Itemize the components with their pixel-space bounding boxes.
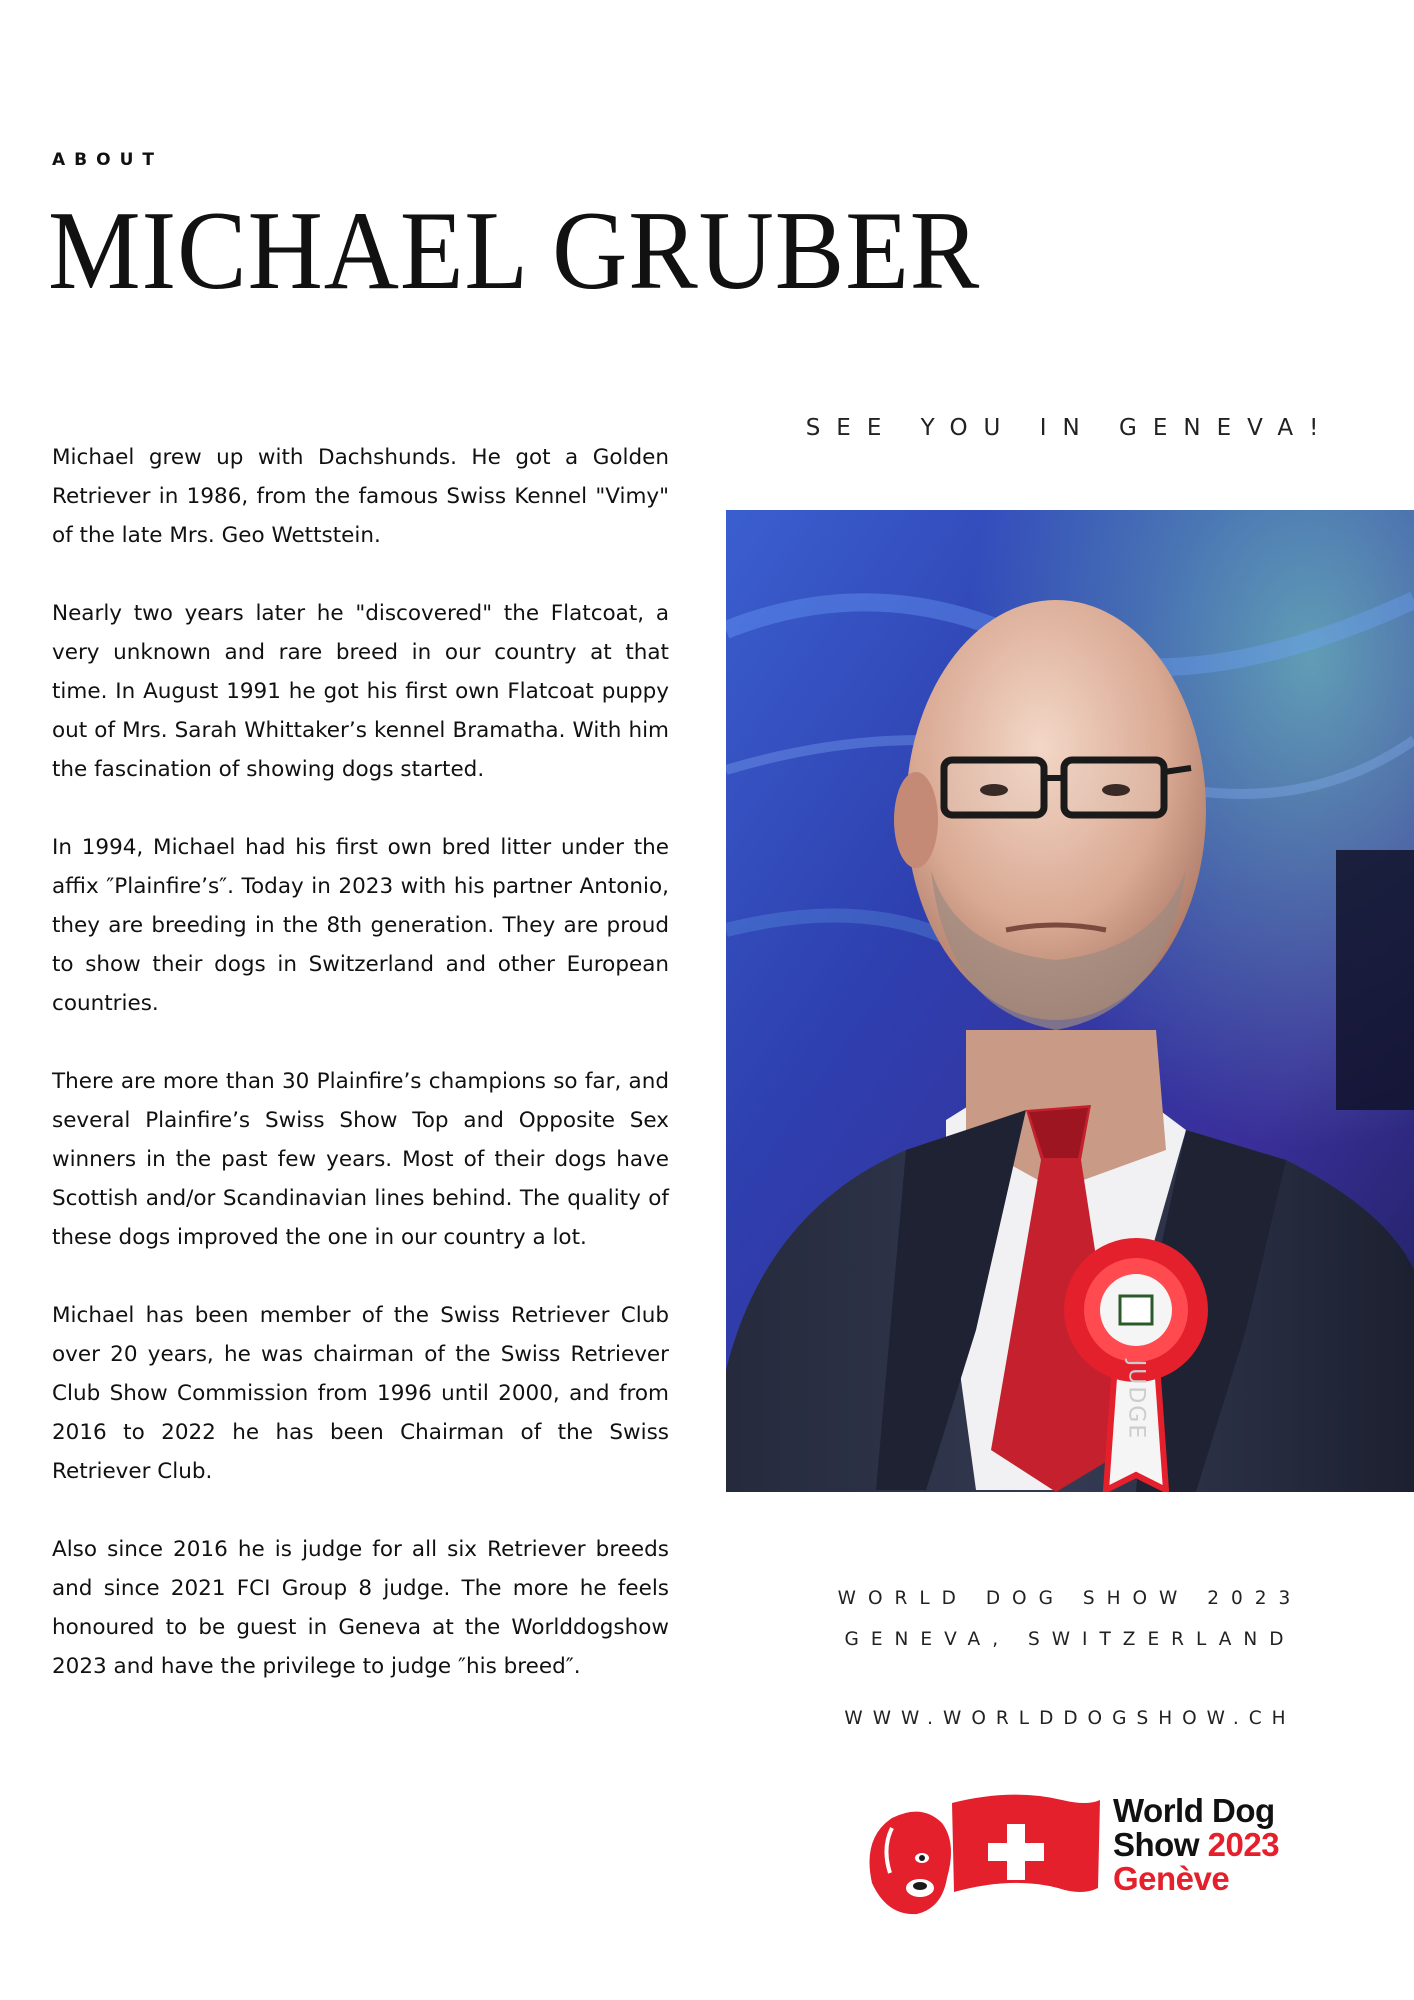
bio-paragraph: In 1994, Michael had his first own bred litter under the affix ″Plainfire’s″. Today in 2023 with his partner Antonio, they are breeding in the 8th generation. They are proud to show their dogs in Switzerland and other European countries. xyxy=(52,835,669,1016)
logo-line-1: World Dog xyxy=(1113,1792,1275,1829)
bio-paragraph: Also since 2016 he is judge for all six Retriever breeds and since 2021 FCI Group 8 judge. The more he feels honoured to be guest in Geneva at the Worlddogshow 2023 and have the privilege to judge ″his breed″. xyxy=(52,1537,669,1679)
event-location: GENEVA, SWITZERLAND xyxy=(844,1629,1296,1650)
logo-line-3: Genève xyxy=(1113,1860,1230,1897)
rosette-letters: JUDGE xyxy=(1123,1359,1149,1441)
event-name: WORLD DOG SHOW 2023 xyxy=(837,1588,1303,1609)
logo-wordmark xyxy=(1113,1794,1279,1896)
tagline: SEE YOU IN GENEVA! xyxy=(805,415,1335,441)
about-label: ABOUT xyxy=(52,150,163,170)
bio-text xyxy=(52,438,669,1725)
website-link[interactable]: WWW.WORLDDOGSHOW.CH xyxy=(844,1708,1296,1729)
dog-flag-logo-icon xyxy=(862,1788,1102,1918)
bio-paragraph: Michael has been member of the Swiss Retriever Club over 20 years, he was chairman of the Swiss Retriever Club Show Commission from 1996 until 2000, and from 2016 to 2022 he has been Chairman of the Swiss Retriever Club. xyxy=(52,1303,669,1484)
world-dog-show-logo xyxy=(862,1788,1302,1918)
bio-paragraph: Nearly two years later he "discovered" the Flatcoat, a very unknown and rare breed in our country at that time. In August 1991 he got his first own Flatcoat puppy out of Mrs. Sarah Whittaker’s kennel Bramatha. With him the fascination of showing dogs started. xyxy=(52,601,669,782)
bio-paragraph: There are more than 30 Plainfire’s champions so far, and several Plainfire’s Swiss Show Top and Opposite Sex winners in the past few years. Most of their dogs have Scottish and/or Scandinavian lines behind. The quality of these dogs improved the one in our country a lot. xyxy=(52,1069,669,1250)
judge-portrait-photo xyxy=(726,510,1414,1492)
logo-year: 2023 xyxy=(1207,1826,1280,1863)
bio-paragraph: Michael grew up with Dachshunds. He got a Golden Retriever in 1986, from the famous Swiss Kennel "Vimy" of the late Mrs. Geo Wettstein. xyxy=(52,445,669,548)
logo-show: Show xyxy=(1113,1826,1208,1863)
page-title: MICHAEL GRUBER xyxy=(48,189,981,313)
logo-line-2 xyxy=(1113,1828,1279,1862)
